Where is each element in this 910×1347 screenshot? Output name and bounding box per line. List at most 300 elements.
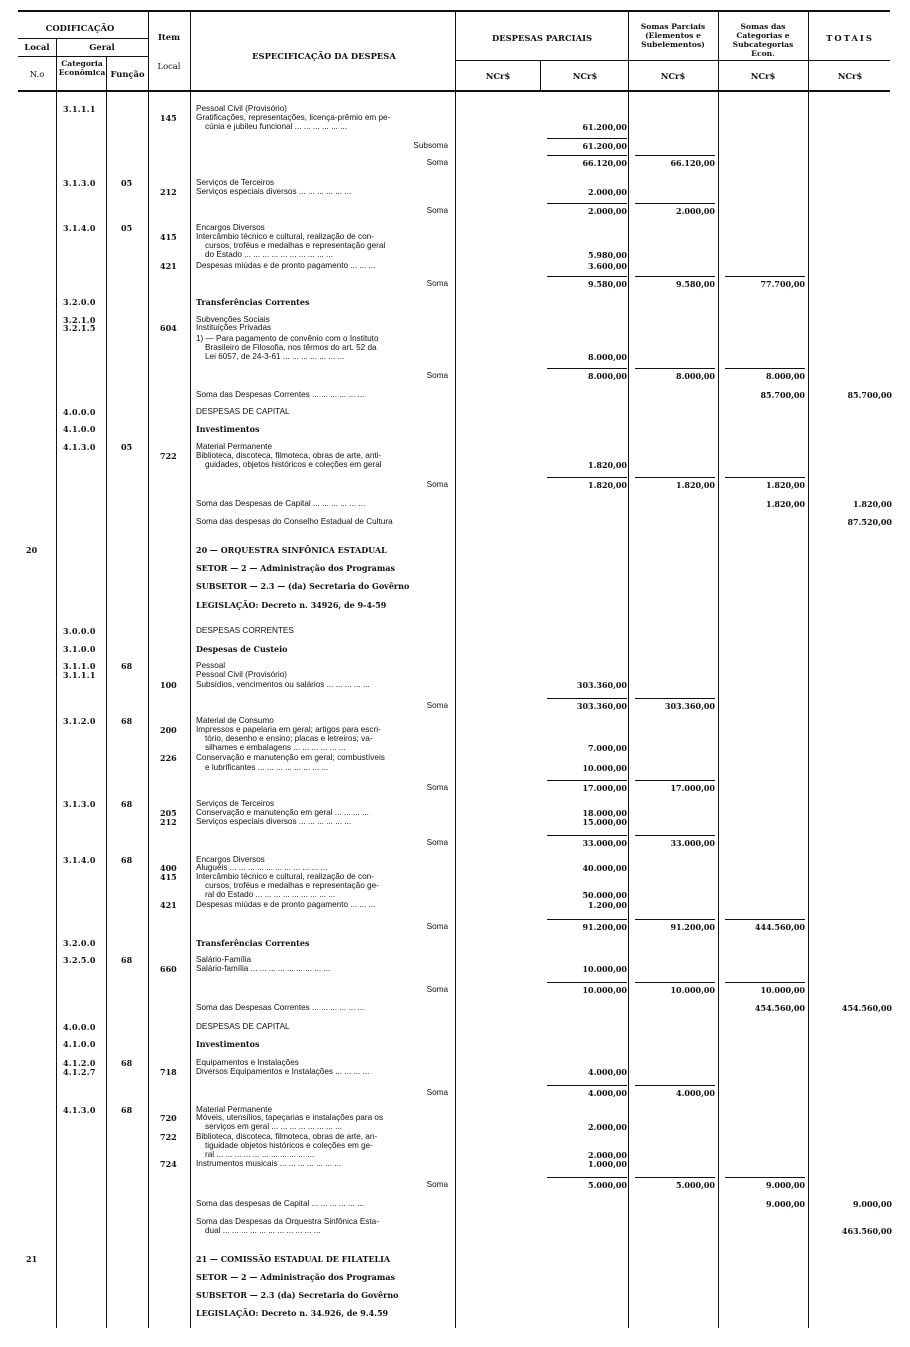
subtotal-amount: 2.000,00 xyxy=(676,206,715,216)
partial-amount: 2.000,00 xyxy=(588,206,627,216)
function-code: 05 xyxy=(121,442,133,452)
sum-underline xyxy=(547,1177,627,1178)
header-somas-categorias xyxy=(720,22,806,58)
subtotal-amount: 8.000,00 xyxy=(676,371,715,381)
subtotal-amount: 1.820,00 xyxy=(676,480,715,490)
expense-description: Soma xyxy=(426,701,448,710)
expense-description: cursos, troféus e medalhas e representação ge- xyxy=(205,881,379,890)
table-row xyxy=(0,1022,910,1033)
partial-amount: 50.000,00 xyxy=(582,890,627,900)
category-amount: 9.000,00 xyxy=(766,1199,805,1209)
table-row xyxy=(0,938,910,949)
economic-category-code: 4.1.2.7 xyxy=(63,1067,96,1077)
expense-description: ral ... ... ... ... ... ... ... ... ... ... ... xyxy=(205,1150,315,1159)
economic-category-code: 3.1.3.0 xyxy=(63,178,96,188)
expense-description: SUBSETOR — 2.3 (da) Secretaria do Govêrno xyxy=(196,1290,399,1300)
table-row xyxy=(0,626,910,637)
expense-description: Conservação e manutenção em geral ... ... ... ... xyxy=(196,808,369,817)
item-code: 660 xyxy=(160,964,177,974)
expense-description: Transferências Correntes xyxy=(196,297,310,307)
sum-underline xyxy=(635,1085,715,1086)
economic-category-code: 3.1.1.0 xyxy=(63,661,96,671)
sum-underline xyxy=(547,155,627,156)
sum-underline xyxy=(635,155,715,156)
sum-underline xyxy=(547,477,627,478)
sum-underline xyxy=(547,1085,627,1086)
partial-amount: 10.000,00 xyxy=(582,985,627,995)
partial-amount: 5.000,00 xyxy=(588,1180,627,1190)
item-code: 722 xyxy=(160,1132,177,1142)
expense-description: Soma das Despesas Correntes ... ... ... ... ... ... xyxy=(196,390,365,399)
expense-description: tiguidade objetos históricos e coleções em ge- xyxy=(205,1141,373,1150)
subtotal-amount: 4.000,00 xyxy=(676,1088,715,1098)
economic-category-code: 3.2.1.0 xyxy=(63,315,96,325)
economic-category-code: 3.2.5.0 xyxy=(63,955,96,965)
table-row xyxy=(0,900,910,911)
partial-amount: 7.000,00 xyxy=(588,743,627,753)
table-row xyxy=(0,838,910,849)
expense-description: guidades, objetos históricos e coleções em geral xyxy=(205,460,382,469)
function-code: 05 xyxy=(121,223,133,233)
header-funcao: Função xyxy=(110,69,145,79)
subtotal-amount: 33.000,00 xyxy=(670,838,715,848)
sum-underline xyxy=(725,276,805,277)
header-local-item: Local xyxy=(157,61,181,71)
expense-description: Investimentos xyxy=(196,1039,260,1049)
economic-category-code: 3.2.0.0 xyxy=(63,297,96,307)
table-row xyxy=(0,1003,910,1014)
header-mid-rule-left xyxy=(18,56,148,57)
expense-description: Conservação e manutenção em geral; combustíveis xyxy=(196,753,385,762)
partial-amount: 1.200,00 xyxy=(588,900,627,910)
expense-description: Encargos Diversos xyxy=(196,855,265,864)
sum-underline xyxy=(547,368,627,369)
partial-amount: 1.820,00 xyxy=(588,480,627,490)
function-code: 68 xyxy=(121,1058,133,1068)
function-code: 05 xyxy=(121,178,133,188)
sum-underline xyxy=(635,919,715,920)
economic-category-code: 3.1.4.0 xyxy=(63,855,96,865)
item-code: 205 xyxy=(160,808,177,818)
item-code: 212 xyxy=(160,187,177,197)
expense-description: Móveis, utensílios, tapeçarias e instalações para os xyxy=(196,1113,384,1122)
header-ncr-1: NCr$ xyxy=(485,71,511,81)
table-row xyxy=(0,480,910,491)
header-local-rule xyxy=(18,38,148,39)
table-row xyxy=(0,922,910,933)
partial-amount: 9.580,00 xyxy=(588,279,627,289)
partial-amount: 303.360,00 xyxy=(576,680,627,690)
partial-amount: 10.000,00 xyxy=(582,763,627,773)
col-rule-6 xyxy=(540,60,541,90)
expense-description: Soma xyxy=(426,158,448,167)
expense-description: silhames e embalagens ... ... ... ... ... ... xyxy=(205,743,346,752)
table-row xyxy=(0,460,910,471)
expense-description: Material Permanente xyxy=(196,1105,272,1114)
expense-description: Encargos Diversos xyxy=(196,223,265,232)
expense-description: Serviços de Terceiros xyxy=(196,799,275,808)
header-ncr-5: NCr$ xyxy=(837,71,863,81)
table-row xyxy=(0,1308,910,1319)
economic-category-code: 3.1.3.0 xyxy=(63,799,96,809)
table-row xyxy=(0,279,910,290)
partial-amount: 40.000,00 xyxy=(582,863,627,873)
partial-amount: 2.000,00 xyxy=(588,1122,627,1132)
expense-description: DESPESAS CORRENTES xyxy=(196,626,294,635)
somas-parciais-text: Somas Parciais (Elementos e Subelementos) xyxy=(640,22,706,49)
item-code: 400 xyxy=(160,863,177,873)
partial-amount: 15.000,00 xyxy=(582,817,627,827)
expense-description: Material Permanente xyxy=(196,442,272,451)
sum-underline xyxy=(635,203,715,204)
total-amount: 463.560,00 xyxy=(841,1226,892,1236)
table-row xyxy=(0,187,910,198)
table-row xyxy=(0,1180,910,1191)
item-code: 604 xyxy=(160,323,177,333)
expense-description: Aluguéis ... ... ... ... ... ... ... ... ... ... ... xyxy=(196,863,328,872)
header-despesas-parciais: DESPESAS PARCIAIS xyxy=(491,33,593,43)
item-code: 415 xyxy=(160,232,177,242)
partial-amount: 2.000,00 xyxy=(588,1150,627,1160)
sum-underline xyxy=(725,1177,805,1178)
expense-description: SETOR — 2 — Administração dos Programas xyxy=(196,563,396,573)
total-amount: 1.820,00 xyxy=(853,499,892,509)
table-row xyxy=(0,1039,910,1050)
category-amount: 1.820,00 xyxy=(766,480,805,490)
expense-description: Biblioteca, discoteca, filmoteca, obras de arte, anti- xyxy=(196,451,382,460)
expense-description: Equipamentos e Instalações xyxy=(196,1058,299,1067)
expense-description: Gratificações, representações, licença-prêmio em pe- xyxy=(196,113,391,122)
sum-underline xyxy=(725,982,805,983)
header-ncr-4: NCr$ xyxy=(750,71,776,81)
header-local: Local xyxy=(24,42,50,52)
expense-description: Soma xyxy=(426,1088,448,1097)
table-row xyxy=(0,297,910,308)
table-row xyxy=(0,390,910,401)
expense-description: Instituições Privadas xyxy=(196,323,272,332)
expense-description: Instrumentos musicais ... ... ... ... ... ... ... xyxy=(196,1159,342,1168)
economic-category-code: 3.0.0.0 xyxy=(63,626,96,636)
economic-category-code: 4.1.3.0 xyxy=(63,442,96,452)
economic-category-code: 3.1.1.1 xyxy=(63,670,96,680)
partial-amount: 17.000,00 xyxy=(582,783,627,793)
expense-description: Investimentos xyxy=(196,424,260,434)
partial-amount: 8.000,00 xyxy=(588,352,627,362)
economic-category-code: 3.1.4.0 xyxy=(63,223,96,233)
expense-description: Brasileiro de Filosofia, nos têrmos do art. 52 da xyxy=(205,343,377,352)
org-number: 20 xyxy=(26,545,38,555)
partial-amount: 91.200,00 xyxy=(582,922,627,932)
expense-description: 20 — ORQUESTRA SINFÔNICA ESTADUAL xyxy=(196,545,387,555)
expense-description: ral do Estado ... ... ... ... ... ... ... ... ... xyxy=(205,890,336,899)
table-row xyxy=(0,985,910,996)
expense-description: Pessoal Civil (Provisório) xyxy=(196,670,287,679)
category-amount: 1.820,00 xyxy=(766,499,805,509)
expense-description: Serviços especiais diversos ... ... ... ... ... ... xyxy=(196,187,352,196)
expense-description: Diversos Equipamentos e Instalações ... ... ... ... xyxy=(196,1067,370,1076)
category-amount: 77.700,00 xyxy=(760,279,805,289)
expense-description: cursos, troféus e medalhas e representação geral xyxy=(205,241,386,250)
item-code: 415 xyxy=(160,872,177,882)
table-row xyxy=(0,141,910,152)
economic-category-code: 3.2.0.0 xyxy=(63,938,96,948)
expense-description: Soma das despesas de Capital ... ... ... ... ... ... xyxy=(196,1199,364,1208)
table-row xyxy=(0,424,910,435)
sum-underline xyxy=(725,368,805,369)
expense-description: SETOR — 2 — Administração dos Programas xyxy=(196,1272,396,1282)
partial-amount: 1.820,00 xyxy=(588,460,627,470)
sum-underline xyxy=(635,698,715,699)
table-row xyxy=(0,1199,910,1210)
table-row xyxy=(0,964,910,975)
expense-description: Pessoal Civil (Provisório) xyxy=(196,104,287,113)
expense-description: Salário-família ... ... ... ... ... ... ... ... ... xyxy=(196,964,331,973)
expense-description: dual ... ... ... ... ... ... ... ... ... ... ... xyxy=(205,1226,321,1235)
sum-underline xyxy=(635,1177,715,1178)
category-amount: 10.000,00 xyxy=(760,985,805,995)
function-code: 68 xyxy=(121,799,133,809)
table-row xyxy=(0,1272,910,1283)
partial-amount: 66.120,00 xyxy=(582,158,627,168)
table-row xyxy=(0,680,910,691)
category-amount: 444.560,00 xyxy=(754,922,805,932)
sum-underline xyxy=(635,276,715,277)
expense-description: Transferências Correntes xyxy=(196,938,310,948)
expense-description: Soma das Despesas de Capital ... ... ... ... ... ... xyxy=(196,499,366,508)
function-code: 68 xyxy=(121,855,133,865)
expense-description: Subvenções Sociais xyxy=(196,315,270,324)
expense-description: cúnia e jubileu funcional ... ... ... ... ... ... xyxy=(205,122,347,131)
header-ncr-2: NCr$ xyxy=(572,71,598,81)
expense-description: LEGISLAÇÃO: Decreto n. 34.926, de 9.4.59 xyxy=(196,1308,389,1318)
function-code: 68 xyxy=(121,1105,133,1115)
subtotal-amount: 17.000,00 xyxy=(670,783,715,793)
expense-description: DESPESAS DE CAPITAL xyxy=(196,1022,290,1031)
expense-description: Soma xyxy=(426,371,448,380)
expense-description: Soma xyxy=(426,783,448,792)
header-ncr-3: NCr$ xyxy=(660,71,686,81)
expense-description: Intercâmbio técnico e cultural, realização de con- xyxy=(196,232,374,241)
expense-description: Soma das despesas do Conselho Estadual de Cultura xyxy=(196,517,393,526)
total-amount: 85.700,00 xyxy=(847,390,892,400)
table-row xyxy=(0,352,910,363)
expense-description: Intercâmbio técnico e cultural, realização de con- xyxy=(196,872,374,881)
table-row xyxy=(0,644,910,655)
expense-description: Soma xyxy=(426,838,448,847)
sum-underline xyxy=(635,477,715,478)
header-categoria xyxy=(58,60,106,77)
economic-category-code: 4.1.0.0 xyxy=(63,1039,96,1049)
table-row xyxy=(0,563,910,574)
total-amount: 454.560,00 xyxy=(841,1003,892,1013)
sum-underline xyxy=(635,780,715,781)
expense-description: Despesas miúdas e de pronto pagamento ... ... ... xyxy=(196,261,376,270)
expense-description: Soma das Despesas Correntes ... ... ... ... ... ... xyxy=(196,1003,365,1012)
expense-description: Subsídios, vencimentos ou salários ... ... ... ... ... xyxy=(196,680,370,689)
table-row xyxy=(0,323,910,334)
item-code: 722 xyxy=(160,451,177,461)
org-number: 21 xyxy=(26,1254,38,1264)
table-row xyxy=(0,1088,910,1099)
sum-underline xyxy=(547,835,627,836)
sum-underline xyxy=(635,982,715,983)
item-code: 200 xyxy=(160,725,177,735)
table-row xyxy=(0,371,910,382)
expense-description: do Estado ... ... ... ... ... ... ... ... ... ... xyxy=(205,250,333,259)
expense-description: 1) — Para pagamento de convênio com o Instituto xyxy=(196,334,379,343)
table-row xyxy=(0,783,910,794)
expense-description: Pessoal xyxy=(196,661,226,670)
partial-amount: 8.000,00 xyxy=(588,371,627,381)
sum-underline xyxy=(725,919,805,920)
subtotal-amount: 91.200,00 xyxy=(670,922,715,932)
total-amount: 9.000,00 xyxy=(853,1199,892,1209)
partial-amount: 18.000,00 xyxy=(582,808,627,818)
table-row xyxy=(0,817,910,828)
subtotal-amount: 9.580,00 xyxy=(676,279,715,289)
expense-description: e lubrificantes ... ... ... ... ... ... ... ... xyxy=(205,763,329,772)
economic-category-code: 3.1.1.1 xyxy=(63,104,96,114)
table-row xyxy=(0,701,910,712)
category-amount: 8.000,00 xyxy=(766,371,805,381)
expense-description: Soma xyxy=(426,206,448,215)
item-code: 226 xyxy=(160,753,177,763)
table-row xyxy=(0,517,910,528)
expense-description: Soma xyxy=(426,922,448,931)
table-row xyxy=(0,1254,910,1265)
function-code: 68 xyxy=(121,716,133,726)
expense-description: Material de Consumo xyxy=(196,716,274,725)
subtotal-amount: 5.000,00 xyxy=(676,1180,715,1190)
table-row xyxy=(0,763,910,774)
sum-underline xyxy=(547,982,627,983)
subtotal-amount: 66.120,00 xyxy=(670,158,715,168)
expense-description: Biblioteca, discoteca, filmoteca, obras de arte, an- xyxy=(196,1132,378,1141)
economic-category-code: 4.0.0.0 xyxy=(63,1022,96,1032)
item-code: 421 xyxy=(160,900,177,910)
expense-description: Soma xyxy=(426,985,448,994)
table-row xyxy=(0,581,910,592)
category-amount: 9.000,00 xyxy=(766,1180,805,1190)
expense-description: Impressos e papelaria em geral; artigos para escri- xyxy=(196,725,381,734)
table-row xyxy=(0,1226,910,1237)
sum-underline xyxy=(547,698,627,699)
item-code: 421 xyxy=(160,261,177,271)
partial-amount: 1.000,00 xyxy=(588,1159,627,1169)
header-no: N.o xyxy=(29,69,45,79)
partial-amount: 4.000,00 xyxy=(588,1088,627,1098)
category-amount: 454.560,00 xyxy=(754,1003,805,1013)
categoria-text: Categoria Econômica xyxy=(58,59,106,77)
economic-category-code: 3.1.2.0 xyxy=(63,716,96,726)
expense-description: Subsoma xyxy=(413,141,448,150)
economic-category-code: 4.1.2.0 xyxy=(63,1058,96,1068)
function-code: 68 xyxy=(121,955,133,965)
header-especificacao: ESPECIFICAÇÃO DA DESPESA xyxy=(252,51,396,61)
expense-description: Soma xyxy=(426,1180,448,1189)
partial-amount: 3.600,00 xyxy=(588,261,627,271)
table-row xyxy=(0,1159,910,1170)
item-code: 724 xyxy=(160,1159,177,1169)
partial-amount: 2.000,00 xyxy=(588,187,627,197)
economic-category-code: 3.1.0.0 xyxy=(63,644,96,654)
economic-category-code: 3.2.1.5 xyxy=(63,323,96,333)
subtotal-amount: 10.000,00 xyxy=(670,985,715,995)
expense-description: Despesas miúdas e de pronto pagamento ... ... ... xyxy=(196,900,376,909)
partial-amount: 5.980,00 xyxy=(588,250,627,260)
expense-description: Soma das Despesas da Orquestra Sinfônica Esta- xyxy=(196,1217,379,1226)
sum-underline xyxy=(635,835,715,836)
expense-description: DESPESAS DE CAPITAL xyxy=(196,407,290,416)
expense-description: Soma xyxy=(426,480,448,489)
expense-description: tório, desenho e ensino; placas e letreiros; va- xyxy=(205,734,373,743)
partial-amount: 4.000,00 xyxy=(588,1067,627,1077)
partial-amount: 10.000,00 xyxy=(582,964,627,974)
sum-underline xyxy=(547,138,627,139)
sum-underline xyxy=(547,919,627,920)
sum-underline xyxy=(547,203,627,204)
header-somas-parciais xyxy=(630,22,716,49)
sum-underline xyxy=(635,368,715,369)
item-code: 145 xyxy=(160,113,177,123)
category-amount: 85.700,00 xyxy=(760,390,805,400)
function-code: 68 xyxy=(121,661,133,671)
table-row xyxy=(0,407,910,418)
table-row xyxy=(0,261,910,272)
table-row xyxy=(0,250,910,261)
partial-amount: 61.200,00 xyxy=(582,122,627,132)
item-code: 100 xyxy=(160,680,177,690)
header-geral: Geral xyxy=(89,42,115,52)
total-amount: 87.520,00 xyxy=(847,517,892,527)
item-code: 718 xyxy=(160,1067,177,1077)
economic-category-code: 4.1.0.0 xyxy=(63,424,96,434)
table-row xyxy=(0,1067,910,1078)
table-row xyxy=(0,545,910,556)
expense-description: Serviços de Terceiros xyxy=(196,178,275,187)
header-totais: TOTAIS xyxy=(826,33,874,43)
expense-description: SUBSETOR — 2.3 — (da) Secretaria do Govêrno xyxy=(196,581,410,591)
expense-description: Lei 6057, de 24-3-61 ... ... ... ... ... ... ... xyxy=(205,352,345,361)
partial-amount: 61.200,00 xyxy=(582,141,627,151)
expense-description: Salário-Família xyxy=(196,955,252,964)
partial-amount: 303.360,00 xyxy=(576,701,627,711)
sum-underline xyxy=(547,276,627,277)
expense-description: 21 — COMISSÃO ESTADUAL DE FILATELIA xyxy=(196,1254,391,1264)
table-row xyxy=(0,206,910,217)
table-row xyxy=(0,499,910,510)
partial-amount: 33.000,00 xyxy=(582,838,627,848)
economic-category-code: 4.0.0.0 xyxy=(63,407,96,417)
header-codificacao: CODIFICAÇÃO xyxy=(45,23,115,33)
header-mid-rule-right xyxy=(455,60,890,61)
item-code: 720 xyxy=(160,1113,177,1123)
economic-category-code: 4.1.3.0 xyxy=(63,1105,96,1115)
item-code: 212 xyxy=(160,817,177,827)
subtotal-amount: 303.360,00 xyxy=(664,701,715,711)
expense-description: LEGISLAÇÃO: Decreto n. 34926, de 9-4-59 xyxy=(196,600,387,610)
expense-description: Despesas de Custeio xyxy=(196,644,288,654)
table-row xyxy=(0,122,910,133)
table-row xyxy=(0,158,910,169)
expense-description: Soma xyxy=(426,279,448,288)
sum-underline xyxy=(725,477,805,478)
header-item: Item xyxy=(158,32,180,42)
table-row xyxy=(0,1290,910,1301)
expense-description: Serviços especiais diversos ... ... ... ... ... ... xyxy=(196,817,352,826)
sum-underline xyxy=(547,780,627,781)
somas-categorias-text: Somas das Categorias e Subcategorias Econ. xyxy=(732,22,794,58)
